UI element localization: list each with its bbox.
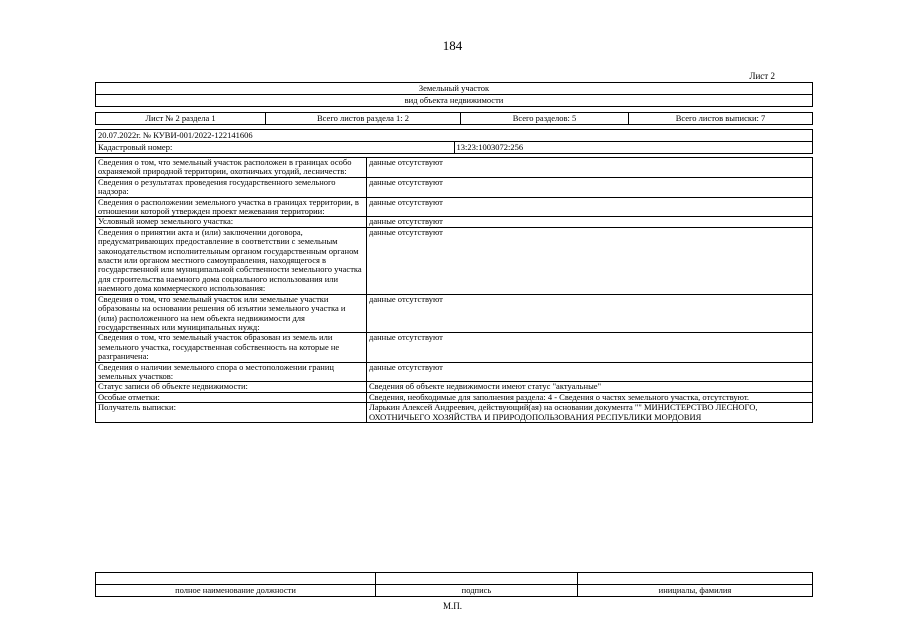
table-row bbox=[96, 177, 813, 197]
table-row bbox=[96, 333, 813, 362]
table-row bbox=[96, 382, 813, 392]
row-label: Сведения о расположении земельного участка в границах территории, в отношении которой утвержден проект межевания территории: bbox=[96, 197, 367, 217]
row-value: данные отсутствуют bbox=[367, 294, 813, 333]
extract-meta bbox=[95, 129, 813, 154]
stamp-place: М.П. bbox=[442, 601, 462, 611]
object-type-header bbox=[95, 82, 813, 107]
total-sheets-extract: Всего листов выписки: 7 bbox=[629, 113, 813, 125]
row-value: Сведения об объекте недвижимости имеют статус "актуальные" bbox=[367, 382, 813, 392]
total-sheets-section: Всего листов раздела 1: 2 bbox=[266, 113, 461, 125]
row-value: данные отсутствуют bbox=[367, 158, 813, 178]
row-label: Сведения о том, что земельный участок образован из земель или земельного участка, государственная собственность на которые не разграничена: bbox=[96, 333, 367, 362]
row-value: данные отсутствуют bbox=[367, 362, 813, 382]
cadastral-value: 13:23:1003072:256 bbox=[454, 142, 813, 154]
object-subtitle: вид объекта недвижимости bbox=[96, 95, 813, 107]
table-row bbox=[96, 197, 813, 217]
table-row bbox=[96, 227, 813, 294]
name-field bbox=[578, 573, 813, 585]
row-label: Получатель выписки: bbox=[96, 403, 367, 423]
row-value: Сведения, необходимые для заполнения раздела: 4 - Сведения о частях земельного участка, отсутствуют. bbox=[367, 392, 813, 402]
row-label: Сведения о том, что земельный участок или земельные участки образованы на основании решения об изъятии земельного участка и (или) расположенного на нем объекта недвижимости для государственных или муниципальных нужд: bbox=[96, 294, 367, 333]
total-sections: Всего разделов: 5 bbox=[461, 113, 629, 125]
row-label: Сведения о принятии акта и (или) заключении договора, предусматривающих предоставление в соответствии с земельным законодательством исполнительным органом государственным органом власти или органом местного самоуправления, находящегося в государственной или муниципальной собственности земельного участка для строительства наемного дома социального использования или наемного дома коммерческого использования: bbox=[96, 227, 367, 294]
page-number: 184 bbox=[442, 38, 463, 53]
signature-caption: подпись bbox=[376, 585, 578, 597]
table-row bbox=[96, 403, 813, 423]
row-value: данные отсутствуют bbox=[367, 217, 813, 227]
position-caption: полное наименование должности bbox=[96, 585, 376, 597]
row-value: данные отсутствуют bbox=[367, 197, 813, 217]
sheet-section: Лист № 2 раздела 1 bbox=[96, 113, 266, 125]
object-title: Земельный участок bbox=[96, 83, 813, 95]
table-row bbox=[96, 362, 813, 382]
row-value: данные отсутствуют bbox=[367, 177, 813, 197]
table-row bbox=[96, 294, 813, 333]
row-label: Особые отметки: bbox=[96, 392, 367, 402]
sheets-info bbox=[95, 112, 813, 125]
row-label: Статус записи об объекте недвижимости: bbox=[96, 382, 367, 392]
cadastral-label: Кадастровый номер: bbox=[96, 142, 455, 154]
row-value: данные отсутствуют bbox=[367, 333, 813, 362]
row-value: данные отсутствуют bbox=[367, 227, 813, 294]
row-label: Условный номер земельного участка: bbox=[96, 217, 367, 227]
signature-field bbox=[376, 573, 578, 585]
row-label: Сведения о том, что земельный участок расположен в границах особо охраняемой природной территории, охотничьих угодий, лесничеств: bbox=[96, 158, 367, 178]
position-field bbox=[96, 573, 376, 585]
signature-block bbox=[95, 572, 813, 597]
row-label: Сведения о наличии земельного спора о местоположении границ земельных участков: bbox=[96, 362, 367, 382]
table-row bbox=[96, 158, 813, 178]
row-label: Сведения о результатах проведения государственного земельного надзора: bbox=[96, 177, 367, 197]
name-caption: инициалы, фамилия bbox=[578, 585, 813, 597]
table-row bbox=[96, 217, 813, 227]
table-row bbox=[96, 392, 813, 402]
date-number: 20.07.2022г. № КУВИ-001/2022-122141606 bbox=[96, 130, 813, 142]
details-table bbox=[95, 157, 813, 423]
row-value: Ларькин Алексей Андреевич, действующий(ая) на основании документа "" МИНИСТЕРСТВО ЛЕСНОГО, ОХОТНИЧЬЕГО ХОЗЯЙСТВА И ПРИРОДОПОЛЬЗОВАНИЯ РЕСПУБЛИКИ МОРДОВИЯ bbox=[367, 403, 813, 423]
sheet-label: Лист 2 bbox=[749, 71, 775, 81]
